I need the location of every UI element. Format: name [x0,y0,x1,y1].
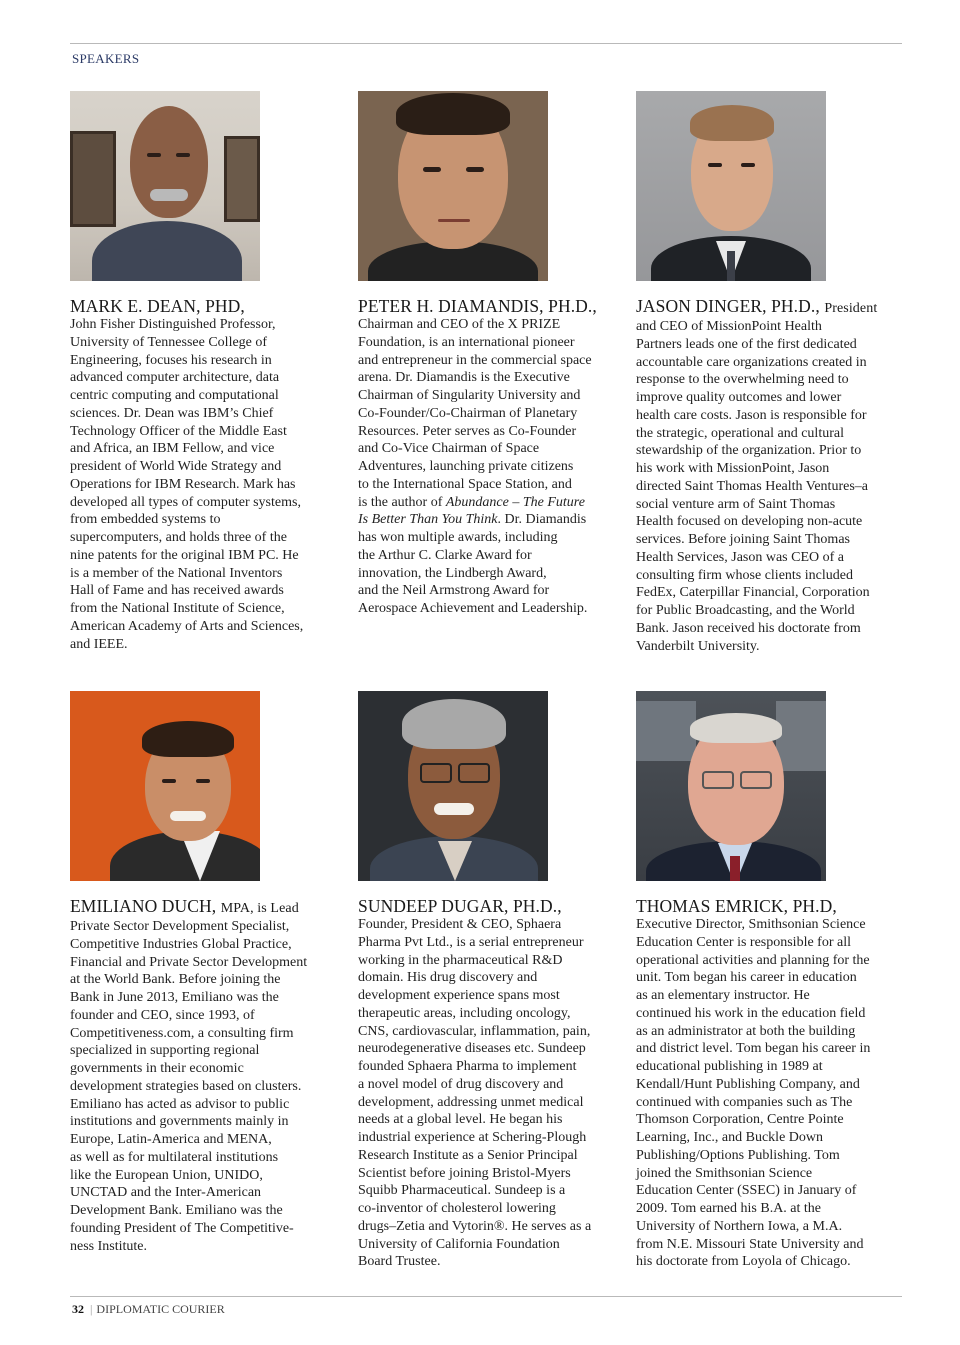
speaker-card [70,91,340,653]
bio-text: . Dr. Diamandis has won multiple awards, including the Arthur C. Clarke Award for innovation, the Lindbergh Award, and the Neil Armstrong Award for Aerospace Achievement and Leadership. [358,512,588,616]
publication-name: DIPLOMATIC COURIER [96,1302,225,1316]
speaker-card [70,691,340,1255]
bottom-rule [70,1296,902,1297]
speaker-title-prefix: President [824,301,878,316]
bio-text: Chairman and CEO of the X PRIZE Foundation, is an international pioneer and entrepreneur in the commercial space arena. Dr. Diamandis is the Executive Chairman of Singularity University and Co-Founder/Co-Chairman of Planetary Resources. Peter serves as Co-Founder and Co-Vice Chairman of Space Adventures, launching private citizens to the International Space Station, and is the author of [358,317,592,510]
speaker-name: JASON DINGER, PH.D., [636,296,820,316]
speaker-name-line [70,897,340,918]
page-footer [72,1302,225,1317]
speaker-name: SUNDEEP DUGAR, PH.D., [358,896,562,916]
speaker-photo [70,91,260,281]
speaker-photo [70,691,260,881]
speaker-name: PETER H. DIAMANDIS, PH.D., [358,296,597,316]
speaker-name-line [358,297,628,316]
speaker-photo [358,691,548,881]
speaker-name: MARK E. DEAN, PHD, [70,296,245,316]
speaker-title-prefix: MPA, is Lead [220,901,299,916]
speaker-card [358,691,628,1271]
speaker-card [636,91,906,655]
speaker-name-line [70,297,340,316]
section-label: SPEAKERS [72,51,140,66]
top-rule [70,43,902,44]
speaker-name-line [636,897,906,916]
speaker-bio: and CEO of MissionPoint Health Partners leads one of the first dedicated accountable care organizations created in response to the overwhelming need to improve quality outcomes and lower health care costs. Jason is responsible for the strategic, operational and cultural stewardship of the organization. Prior to his work with MissionPoint, Jason directed Saint Thomas Health Ventures–a social venture arm of Saint Thomas Health focused on developing non-acute services. Before joining Saint Thomas Health Services, Jason was CEO of a consulting firm whose clients included FedEx, Caterpillar Financial, Corporation for Public Broadcasting, and the World Bank. Jason received his doctorate from Vanderbilt University. [636,319,870,654]
speaker-name-line [358,897,628,916]
speaker-bio [358,316,628,618]
page-number: 32 [72,1302,84,1316]
speaker-bio: Private Sector Development Specialist, Competitive Industries Global Practice, Financial and Private Sector Development at the World Bank. Before joining the Bank in June 2013, Emiliano was the founder and CEO, since 1993, of Competitiveness.com, a consulting firm specialized in supporting regional governments in their economic development strategies based on clusters. Emiliano has acted as advisor to public institutions and governments mainly in Europe, Latin-America and MENA, as well as for multilateral institutions like the European Union, UNIDO, UNCTAD and the Inter-American Development Bank. Emiliano was the founding President of The Competitive- ness Institute. [70,919,308,1254]
speaker-bio: Executive Director, Smithsonian Science Education Center is responsible for all operational activities and planning for the unit. Tom began his career in education as an elementary instructor. He continued his work in the education field as an administrator at both the building and district level. Tom began his career in educational publishing in 1989 at Kendall/Hunt Publishing Company, and continued with companies such as The Thomson Corporation, Centre Pointe Learning, Inc., and Buckle Down Publishing/Options Publishing. Tom joined the Smithsonian Science Education Center (SSEC) in January of 2009. Tom earned his B.A. at the University of Northern Iowa, a M.A. from N.E. Missouri State University and his doctorate from Loyola of Chicago. [636,917,871,1270]
speaker-photo [636,91,826,281]
footer-separator: | [90,1302,93,1316]
speaker-photo [358,91,548,281]
speaker-card [636,691,906,1271]
speaker-name: THOMAS EMRICK, PH.D, [636,896,837,916]
speaker-photo [636,691,826,881]
speaker-name: EMILIANO DUCH, [70,896,217,916]
speaker-card [358,91,628,618]
speaker-bio: Founder, President & CEO, Sphaera Pharma Pvt Ltd., is a serial entrepreneur working in the pharmaceutical R&D domain. His drug discovery and development experience spans most therapeutic areas, including oncology, CNS, cardiovascular, inflammation, pain, neurodegenerative diseases etc. Sundeep founded Sphaera Pharma to implement a novel model of drug discovery and development, addressing unmet medical needs at a global level. He began his industrial experience at Schering-Plough Research Institute as a Senior Principal Scientist before joining Bristol-Myers Squibb Pharmaceutical. Sundeep is a co-inventor of cholesterol lowering drugs–Zetia and Vytorin®. He serves as a University of California Foundation Board Trustee. [358,917,592,1270]
speaker-bio: John Fisher Distinguished Professor, University of Tennessee College of Engineering, focuses his research in advanced computer architecture, data centric computing and computational sciences. Dr. Dean was IBM’s Chief Technology Officer of the Middle East and Africa, an IBM Fellow, and vice president of World Wide Strategy and Operations for IBM Research. Mark has developed all types of computer systems, from embedded systems to supercomputers, and holds three of the nine patents for the original IBM PC. He is a member of the National Inventors Hall of Fame and has received awards from the National Institute of Science, American Academy of Arts and Sciences, and IEEE. [70,317,304,652]
book-title: Abundance – The Future Is Better Than You Think [358,494,585,528]
speaker-name-line [636,297,906,318]
